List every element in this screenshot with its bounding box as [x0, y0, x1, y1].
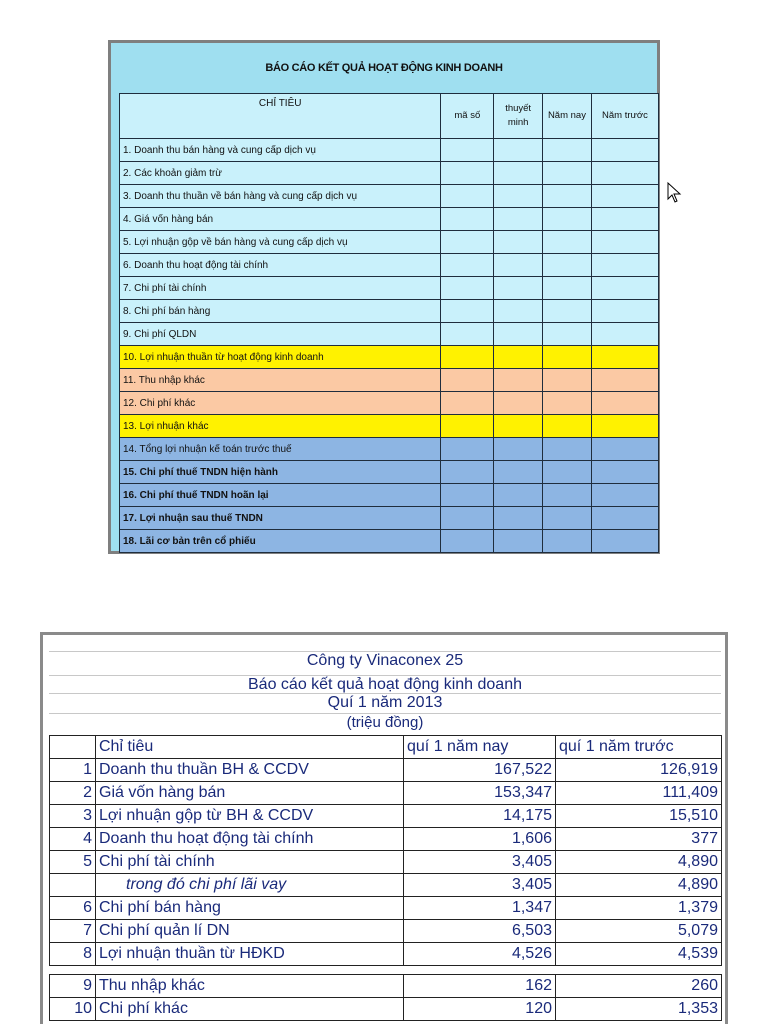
template-row-cell: [591, 392, 658, 415]
row-number: 3: [50, 805, 96, 828]
template-row-label: 8. Chi phí bán hàng: [120, 300, 441, 323]
template-row-label: 13. Lợi nhuận khác: [120, 415, 441, 438]
row-this-year: 4,526: [404, 943, 556, 966]
template-row-label: 7. Chi phí tài chính: [120, 277, 441, 300]
company-name: Công ty Vinaconex 25: [49, 651, 721, 670]
template-row-cell: [441, 438, 494, 461]
row-last-year: 126,919: [556, 759, 722, 782]
template-row-label: 15. Chi phí thuế TNDN hiện hành: [120, 461, 441, 484]
template-row-label: 16. Chi phí thuế TNDN hoãn lại: [120, 484, 441, 507]
template-row-cell: [441, 484, 494, 507]
template-row-cell: [543, 139, 592, 162]
template-row-cell: [441, 461, 494, 484]
report-row: [50, 828, 722, 851]
row-name: trong đó chi phí lãi vay: [96, 874, 404, 897]
template-row: [120, 438, 659, 461]
row-name: Lợi nhuận thuần từ HĐKD: [96, 943, 404, 966]
spacer-cell: [556, 966, 722, 975]
template-row-cell: [494, 162, 543, 185]
template-row-cell: [591, 185, 658, 208]
report-row: [50, 975, 722, 998]
row-number: [50, 874, 96, 897]
template-row-cell: [494, 185, 543, 208]
template-row-label: 12. Chi phí khác: [120, 392, 441, 415]
template-row-cell: [543, 461, 592, 484]
template-row-cell: [441, 254, 494, 277]
template-row-cell: [543, 438, 592, 461]
row-last-year: 1,353: [556, 998, 722, 1021]
template-row: [120, 392, 659, 415]
row-name: Chi phí bán hàng: [96, 897, 404, 920]
template-row-cell: [441, 162, 494, 185]
template-row: [120, 507, 659, 530]
template-row: [120, 277, 659, 300]
header-note: thuyết minh: [494, 94, 543, 139]
row-this-year: 1,347: [404, 897, 556, 920]
template-row-cell: [494, 254, 543, 277]
template-row-cell: [441, 185, 494, 208]
template-row-cell: [543, 300, 592, 323]
template-row-cell: [441, 415, 494, 438]
template-row-cell: [591, 277, 658, 300]
row-number: 7: [50, 920, 96, 943]
template-row-label: 11. Thu nhập khác: [120, 369, 441, 392]
template-row-cell: [441, 392, 494, 415]
spacer-cell: [50, 966, 96, 975]
report-unit: (triệu đồng): [49, 713, 721, 732]
template-row-cell: [441, 507, 494, 530]
report-row: [50, 805, 722, 828]
row-name: Doanh thu hoạt động tài chính: [96, 828, 404, 851]
row-number: 10: [50, 998, 96, 1021]
template-row-cell: [591, 438, 658, 461]
template-row-cell: [543, 530, 592, 553]
template-row-cell: [591, 530, 658, 553]
template-row-cell: [591, 300, 658, 323]
row-number: 2: [50, 782, 96, 805]
row-this-year: 3,405: [404, 874, 556, 897]
report-row: [50, 897, 722, 920]
spacer-cell: [404, 966, 556, 975]
row-last-year: 4,890: [556, 874, 722, 897]
template-row-label: 10. Lợi nhuận thuần từ hoạt động kinh doanh: [120, 346, 441, 369]
template-row: [120, 530, 659, 553]
row-name: Thu nhập khác: [96, 975, 404, 998]
row-number: 4: [50, 828, 96, 851]
template-row-cell: [543, 392, 592, 415]
report-header-row: [50, 736, 722, 759]
template-row-cell: [494, 231, 543, 254]
row-last-year: 4,890: [556, 851, 722, 874]
row-number: 9: [50, 975, 96, 998]
row-this-year: 3,405: [404, 851, 556, 874]
template-row-cell: [591, 484, 658, 507]
template-row-cell: [591, 323, 658, 346]
template-row-cell: [494, 530, 543, 553]
row-this-year: 153,347: [404, 782, 556, 805]
template-row-cell: [494, 139, 543, 162]
template-row-cell: [591, 507, 658, 530]
report-row: [50, 998, 722, 1021]
template-row-label: 1. Doanh thu bán hàng và cung cấp dịch vụ: [120, 139, 441, 162]
header-last-year: quí 1 năm trước: [556, 736, 722, 759]
template-row-label: 6. Doanh thu hoạt động tài chính: [120, 254, 441, 277]
template-row-cell: [441, 300, 494, 323]
row-this-year: 6,503: [404, 920, 556, 943]
template-row-cell: [543, 346, 592, 369]
template-row-cell: [494, 346, 543, 369]
report-row: [50, 874, 722, 897]
row-last-year: 260: [556, 975, 722, 998]
row-name: Chi phí tài chính: [96, 851, 404, 874]
template-row-cell: [441, 346, 494, 369]
header-criteria: Chỉ tiêu: [96, 736, 404, 759]
template-report-table: [119, 93, 659, 553]
row-last-year: 15,510: [556, 805, 722, 828]
row-number: 8: [50, 943, 96, 966]
row-name: Chi phí khác: [96, 998, 404, 1021]
template-row-label: 4. Giá vốn hàng bán: [120, 208, 441, 231]
report-row: [50, 851, 722, 874]
template-row-cell: [494, 415, 543, 438]
template-row-cell: [543, 507, 592, 530]
template-row-cell: [591, 162, 658, 185]
template-row-cell: [494, 484, 543, 507]
template-row-cell: [441, 208, 494, 231]
template-row-cell: [441, 277, 494, 300]
template-row: [120, 139, 659, 162]
financial-report-panel: [40, 632, 728, 1024]
row-this-year: 120: [404, 998, 556, 1021]
template-row-cell: [543, 484, 592, 507]
template-row-cell: [441, 231, 494, 254]
template-row: [120, 208, 659, 231]
row-last-year: 5,079: [556, 920, 722, 943]
template-row-cell: [591, 461, 658, 484]
template-row-cell: [591, 346, 658, 369]
header-criteria: CHỈ TIÊU: [120, 94, 441, 139]
row-name: Giá vốn hàng bán: [96, 782, 404, 805]
template-row-cell: [494, 277, 543, 300]
row-last-year: 1,379: [556, 897, 722, 920]
template-row-cell: [543, 208, 592, 231]
row-this-year: 162: [404, 975, 556, 998]
report-row: [50, 782, 722, 805]
template-row: [120, 162, 659, 185]
template-header-row: [120, 94, 659, 139]
template-row-cell: [543, 277, 592, 300]
header-no: [50, 736, 96, 759]
template-row-label: 3. Doanh thu thuần về bán hàng và cung cấp dịch vụ: [120, 185, 441, 208]
report-period: Quí 1 năm 2013: [49, 693, 721, 712]
mouse-cursor-icon: [664, 181, 684, 205]
template-row-cell: [591, 415, 658, 438]
template-row-cell: [494, 300, 543, 323]
template-row-cell: [543, 415, 592, 438]
template-row: [120, 254, 659, 277]
template-row-cell: [591, 208, 658, 231]
template-row-cell: [494, 369, 543, 392]
row-last-year: 4,539: [556, 943, 722, 966]
report-row: [50, 759, 722, 782]
template-row-label: 18. Lãi cơ bản trên cổ phiếu: [120, 530, 441, 553]
template-row-label: 14. Tổng lợi nhuận kế toán trước thuế: [120, 438, 441, 461]
template-row-cell: [494, 461, 543, 484]
template-row-cell: [494, 438, 543, 461]
template-row-cell: [441, 139, 494, 162]
report-title: Báo cáo kết quả hoạt động kinh doanh: [49, 675, 721, 694]
template-row: [120, 415, 659, 438]
row-last-year: 377: [556, 828, 722, 851]
template-report-title: BÁO CÁO KẾT QUẢ HOẠT ĐỘNG KINH DOANH: [265, 62, 503, 74]
row-name: Chi phí quản lí DN: [96, 920, 404, 943]
template-row-cell: [441, 369, 494, 392]
row-name: Lợi nhuận gộp từ BH & CCDV: [96, 805, 404, 828]
row-this-year: 1,606: [404, 828, 556, 851]
template-row: [120, 346, 659, 369]
report-row: [50, 943, 722, 966]
header-code: mã số: [441, 94, 494, 139]
row-number: 5: [50, 851, 96, 874]
template-row-cell: [591, 231, 658, 254]
row-name: Doanh thu thuần BH & CCDV: [96, 759, 404, 782]
template-row-label: 9. Chi phí QLDN: [120, 323, 441, 346]
template-row-cell: [591, 139, 658, 162]
spacer-cell: [96, 966, 404, 975]
template-row: [120, 231, 659, 254]
row-this-year: 167,522: [404, 759, 556, 782]
template-row-cell: [543, 231, 592, 254]
template-row-cell: [591, 254, 658, 277]
template-row-cell: [441, 323, 494, 346]
template-row-cell: [543, 323, 592, 346]
financial-report-table: [49, 735, 722, 1021]
header-this-year: quí 1 năm nay: [404, 736, 556, 759]
template-row-cell: [543, 254, 592, 277]
template-row: [120, 323, 659, 346]
template-row-label: 2. Các khoản giảm trừ: [120, 162, 441, 185]
template-report-panel: [108, 40, 660, 554]
template-row-cell: [591, 369, 658, 392]
row-number: 6: [50, 897, 96, 920]
template-row-label: 5. Lợi nhuận gộp về bán hàng và cung cấp dịch vụ: [120, 231, 441, 254]
template-row: [120, 369, 659, 392]
template-row-cell: [494, 323, 543, 346]
row-spacer: [50, 966, 722, 975]
template-row-cell: [543, 162, 592, 185]
header-this-year: Năm nay: [543, 94, 592, 139]
template-row: [120, 300, 659, 323]
template-row-cell: [494, 507, 543, 530]
template-row: [120, 461, 659, 484]
row-number: 1: [50, 759, 96, 782]
template-row: [120, 185, 659, 208]
report-row: [50, 920, 722, 943]
template-row-cell: [543, 369, 592, 392]
row-this-year: 14,175: [404, 805, 556, 828]
template-row-cell: [494, 208, 543, 231]
template-row-cell: [494, 392, 543, 415]
header-last-year: Năm trước: [591, 94, 658, 139]
template-row-cell: [441, 530, 494, 553]
template-row-cell: [543, 185, 592, 208]
template-row: [120, 484, 659, 507]
row-last-year: 111,409: [556, 782, 722, 805]
template-row-label: 17. Lợi nhuận sau thuế TNDN: [120, 507, 441, 530]
